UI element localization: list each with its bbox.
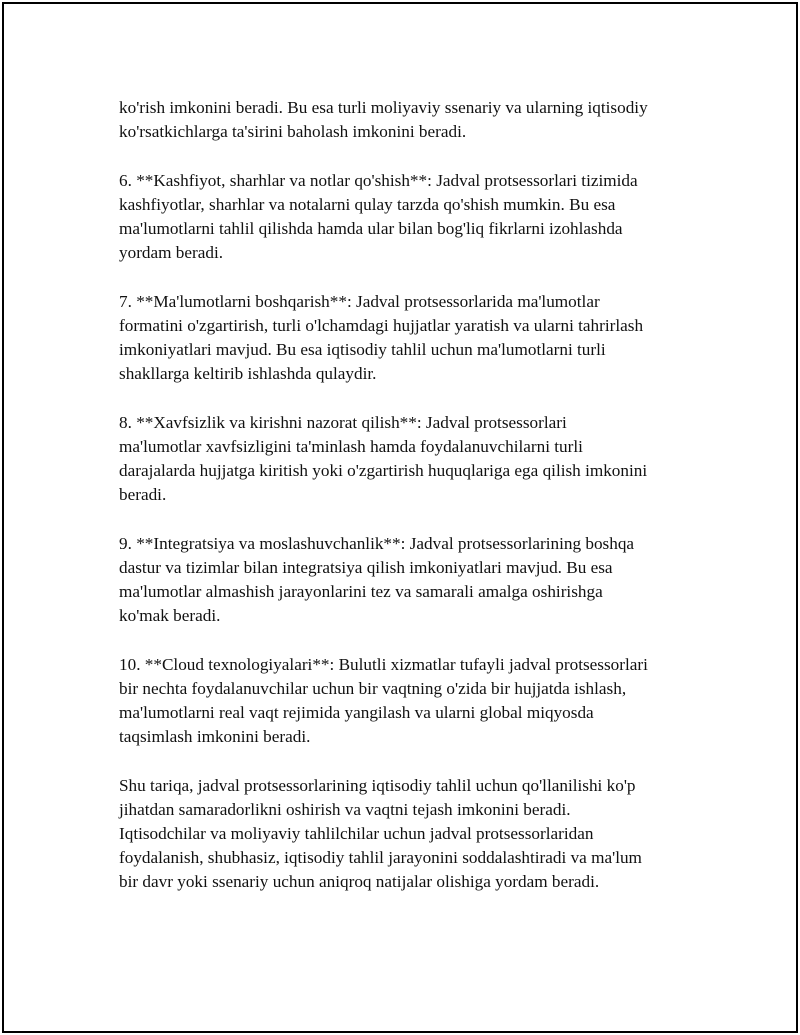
paragraph-conclusion: Shu tariqa, jadval protsessorlarining iqtisodiy tahlil uchun qo'llanilishi ko'p jihatdan samaradorlikni oshirish va vaqtni tejash imkonini beradi. Iqtisodchilar va moliyaviy tahlilchilar uchun jadval protsessorlaridan foydalanish, shubhasiz, iqtisodiy tahlil jarayonini soddalashtiradi va ma'lum bir davr yoki ssenariy uchun aniqroq natijalar olishiga yordam beradi. <box>119 775 642 892</box>
paragraph-item-10: 10. **Cloud texnologiyalari**: Bulutli xizmatlar tufayli jadval protsessorlari bir nechta foydalanuvchilar uchun bir vaqtning o'zida bir hujjatda ishlash, ma'lumotlarni real vaqt rejimida yangilash va ularni global miqyosda taqsimlash imkonini beradi. <box>119 654 648 747</box>
paragraph-item-8: 8. **Xavfsizlik va kirishni nazorat qilish**: Jadval protsessorlari ma'lumotlar xavfsizligini ta'minlash hamda foydalanuvchilarni turli darajalarda hujjatga kiritish yoki o'zgartirish huquqlariga ega qilish imkonini beradi. <box>119 412 648 505</box>
document-page <box>2 2 798 1033</box>
paragraph-continuation: ko'rish imkonini beradi. Bu esa turli moliyaviy ssenariy va ularning iqtisodiy ko'rsatkichlarga ta'sirini baholash imkonini beradi. <box>119 98 648 142</box>
paragraph-item-7: 7. **Ma'lumotlarni boshqarish**: Jadval protsessorlarida ma'lumotlar formatini o'zgartirish, turli o'lchamdagi hujjatlar yaratish va ularni tahrirlash imkoniyatlari mavjud. Bu esa iqtisodiy tahlil uchun ma'lumotlarni turli shakllarga keltirib ishlashda qulaydir. <box>119 291 644 384</box>
document-body <box>119 96 694 919</box>
paragraph-item-9: 9. **Integratsiya va moslashuvchanlik**: Jadval protsessorlarining boshqa dastur va tizimlar bilan integratsiya qilish imkoniyatlari mavjud. Bu esa ma'lumotlar almashish jarayonlarini tez va samarali amalga oshirishga ko'mak beradi. <box>119 533 635 626</box>
paragraph-item-6: 6. **Kashfiyot, sharhlar va notlar qo'shish**: Jadval protsessorlari tizimida kashfiyotlar, sharhlar va notalarni qulay tarzda qo'shish mumkin. Bu esa ma'lumotlarni tahlil qilishda hamda ular bilan bog'liq fikrlarni izohlashda yordam beradi. <box>119 170 638 263</box>
